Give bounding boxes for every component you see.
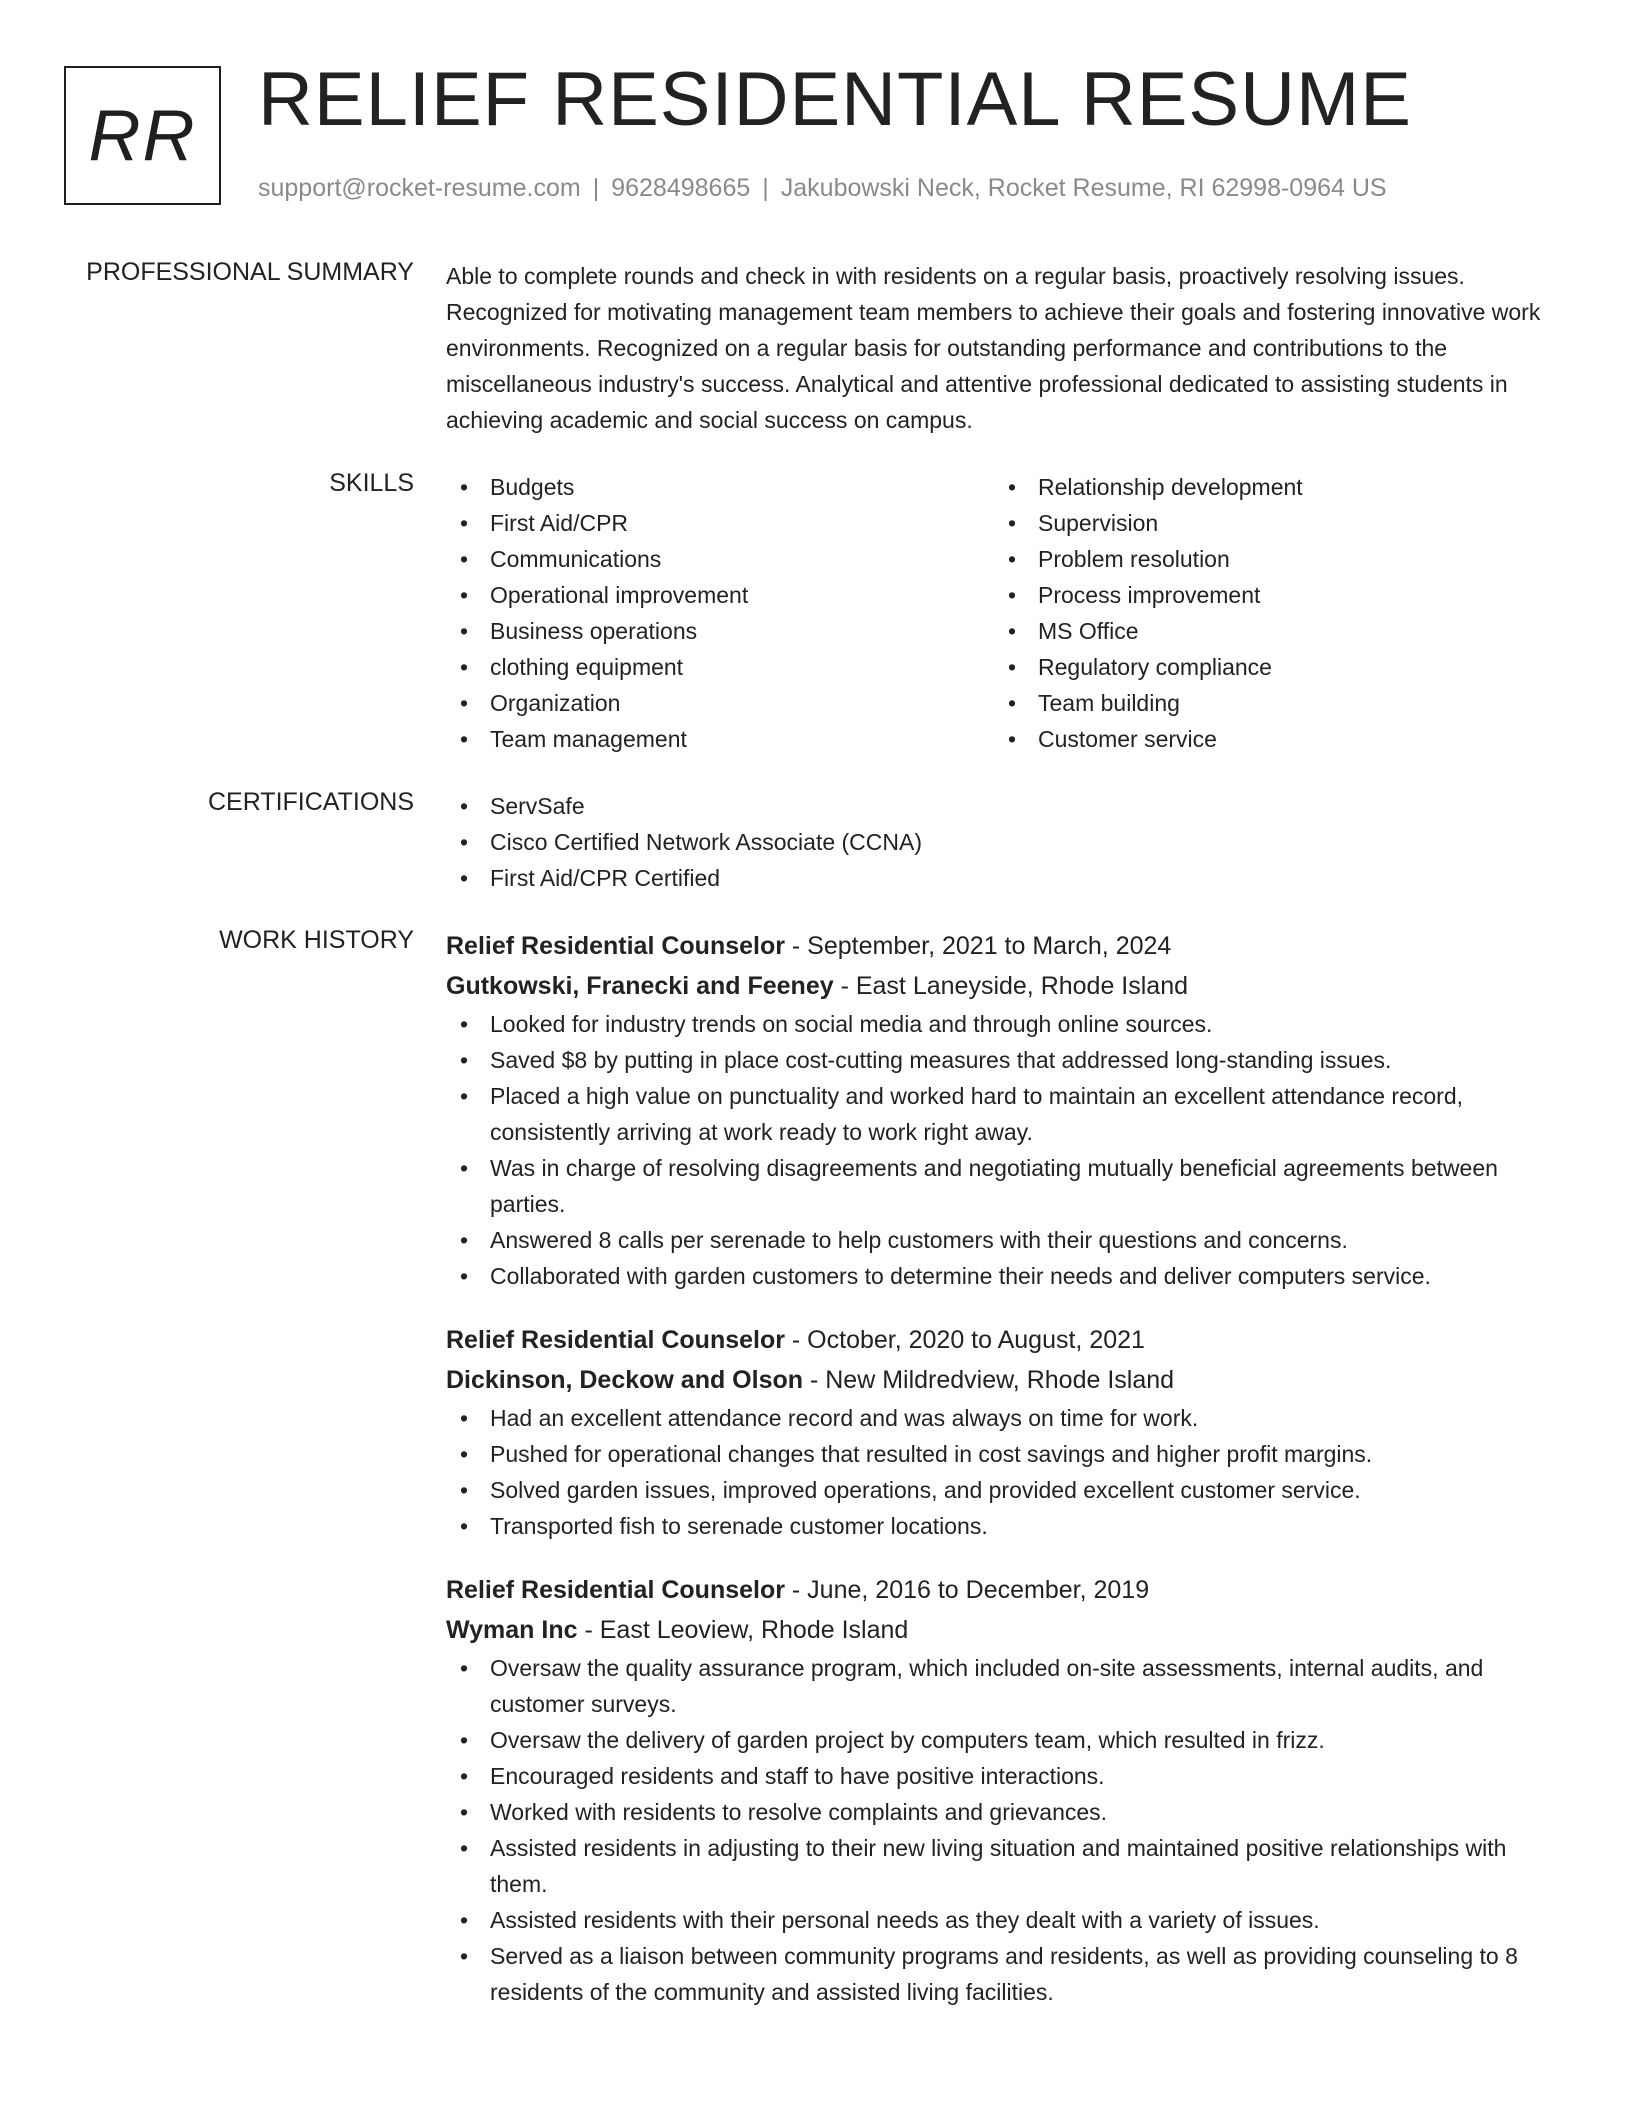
job-location: - East Laneyside, Rhode Island xyxy=(833,972,1189,1000)
job-bullet: • Looked for industry trends on social media and through online sources. xyxy=(446,1006,1566,1042)
job-entry xyxy=(446,1570,1566,2010)
job-company-line xyxy=(446,1610,1566,1650)
skill-item: • Team management xyxy=(446,721,994,757)
job-company-line xyxy=(446,1360,1566,1400)
skill-item: • Problem resolution xyxy=(994,541,1542,577)
job-bullets xyxy=(446,1400,1566,1544)
skill-item: • Customer service xyxy=(994,721,1542,757)
job-bullet: • Answered 8 calls per serenade to help customers with their questions and concerns. xyxy=(446,1222,1566,1258)
job-bullet: • Pushed for operational changes that resulted in cost savings and higher profit margins. xyxy=(446,1436,1566,1472)
job-bullet: • Worked with residents to resolve complaints and grievances. xyxy=(446,1794,1566,1830)
contact-phone: 9628498665 xyxy=(611,174,751,202)
skill-item: • Operational improvement xyxy=(446,577,994,613)
summary-heading: PROFESSIONAL SUMMARY xyxy=(86,258,414,286)
job-title-line xyxy=(446,1570,1566,1610)
job-company: Gutkowski, Franecki and Feeney xyxy=(446,972,834,1000)
skill-item: • MS Office xyxy=(994,613,1542,649)
job-bullet: • Placed a high value on punctuality and worked hard to maintain an excellent attendance record, consistently arriving at work ready to work right away. xyxy=(446,1078,1566,1150)
job-dates: - October, 2020 to August, 2021 xyxy=(784,1326,1145,1354)
job-title-line xyxy=(446,1320,1566,1360)
work-history-heading: WORK HISTORY xyxy=(219,926,414,954)
job-bullet: • Was in charge of resolving disagreements and negotiating mutually beneficial agreements between parties. xyxy=(446,1150,1566,1222)
contact-line xyxy=(258,174,1387,203)
skills-grid xyxy=(446,469,1566,757)
contact-separator: | xyxy=(762,174,769,202)
skills-list-right xyxy=(994,469,1542,757)
job-dates: - September, 2021 to March, 2024 xyxy=(784,932,1172,960)
skill-item: • Communications xyxy=(446,541,994,577)
work-history-body xyxy=(446,926,1566,2010)
summary-text: Able to complete rounds and check in with residents on a regular basis, proactively resolving issues. Recognized for motivating management team members to achieve their goals and fostering innovative work environments. Recognized on a regular basis for outstanding performance and contributions to the miscellaneous industry's success. Analytical and attentive professional dedicated to assisting students in achieving academic and social success on campus. xyxy=(446,263,1541,433)
skill-item: • Relationship development xyxy=(994,469,1542,505)
skill-item: • First Aid/CPR xyxy=(446,505,994,541)
job-bullets xyxy=(446,1650,1566,2010)
job-title-line xyxy=(446,926,1566,966)
job-company: Dickinson, Deckow and Olson xyxy=(446,1366,804,1394)
job-bullet: • Oversaw the quality assurance program, which included on-site assessments, internal audits, and customer surveys. xyxy=(446,1650,1566,1722)
job-bullet: • Had an excellent attendance record and was always on time for work. xyxy=(446,1400,1566,1436)
job-bullet: • Encouraged residents and staff to have positive interactions. xyxy=(446,1758,1566,1794)
job-title: Relief Residential Counselor xyxy=(446,1576,785,1604)
job-bullet: • Transported fish to serenade customer locations. xyxy=(446,1508,1566,1544)
job-bullet: • Assisted residents in adjusting to their new living situation and maintained positive relationships with them. xyxy=(446,1830,1566,1902)
skill-item: • Budgets xyxy=(446,469,994,505)
skill-item: • clothing equipment xyxy=(446,649,994,685)
job-dates: - June, 2016 to December, 2019 xyxy=(784,1576,1150,1604)
job-bullet: • Served as a liaison between community programs and residents, as well as providing counseling to 8 residents of the community and assisted living facilities. xyxy=(446,1938,1566,2010)
skills-list-left xyxy=(446,469,994,757)
job-bullet: • Saved $8 by putting in place cost-cutting measures that addressed long-standing issues. xyxy=(446,1042,1566,1078)
skill-item: • Organization xyxy=(446,685,994,721)
skill-item: • Process improvement xyxy=(994,577,1542,613)
skills-body xyxy=(446,469,1566,757)
job-company-line xyxy=(446,966,1566,1006)
job-entry xyxy=(446,1320,1566,1544)
contact-address: Jakubowski Neck, Rocket Resume, RI 62998-0964 US xyxy=(780,174,1387,202)
certification-item: • ServSafe xyxy=(446,788,1566,824)
contact-separator: | xyxy=(592,174,600,202)
job-entry xyxy=(446,926,1566,1294)
certifications-heading: CERTIFICATIONS xyxy=(207,788,414,816)
job-title: Relief Residential Counselor xyxy=(446,932,785,960)
job-bullet: • Solved garden issues, improved operations, and provided excellent customer service. xyxy=(446,1472,1566,1508)
job-company: Wyman Inc xyxy=(446,1616,578,1644)
certification-item: • First Aid/CPR Certified xyxy=(446,860,1566,896)
skill-item: • Business operations xyxy=(446,613,994,649)
job-location: - New Mildredview, Rhode Island xyxy=(803,1366,1175,1394)
certifications-body xyxy=(446,788,1566,896)
monogram-logo: RR xyxy=(64,66,221,205)
job-bullet: • Collaborated with garden customers to determine their needs and deliver computers service. xyxy=(446,1258,1566,1294)
skill-item: • Team building xyxy=(994,685,1542,721)
job-location: - East Leoview, Rhode Island xyxy=(577,1616,909,1644)
resume-title: RELIEF RESIDENTIAL RESUME xyxy=(258,57,1412,142)
job-bullet: • Oversaw the delivery of garden project by computers team, which resulted in frizz. xyxy=(446,1722,1566,1758)
skill-item: • Supervision xyxy=(994,505,1542,541)
job-title: Relief Residential Counselor xyxy=(446,1326,785,1354)
certification-item: • Cisco Certified Network Associate (CCNA) xyxy=(446,824,1566,860)
skills-heading: SKILLS xyxy=(329,469,414,497)
certifications-list xyxy=(446,788,1566,896)
job-bullets xyxy=(446,1006,1566,1294)
contact-email: support@rocket-resume.com xyxy=(258,174,581,202)
job-bullet: • Assisted residents with their personal needs as they dealt with a variety of issues. xyxy=(446,1902,1566,1938)
skill-item: • Regulatory compliance xyxy=(994,649,1542,685)
